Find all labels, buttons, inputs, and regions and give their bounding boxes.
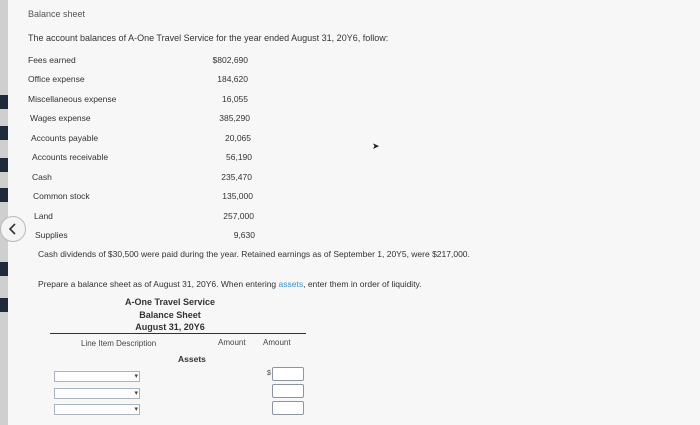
currency-symbol: $ (267, 370, 271, 377)
account-label: Accounts receivable (32, 152, 109, 162)
line-item-select[interactable] (54, 371, 140, 382)
account-label: Common stock (33, 191, 90, 201)
account-value: 385,290 (219, 113, 250, 123)
account-row (28, 74, 248, 90)
column-line-item: Line Item Description (81, 339, 157, 348)
statement-date: August 31, 20Y6 (135, 322, 205, 332)
account-row (32, 152, 252, 168)
amount-input[interactable] (272, 367, 304, 381)
strip-mark (0, 126, 8, 140)
line-item-select[interactable] (54, 388, 140, 399)
account-value: $802,690 (212, 55, 248, 65)
account-label: Cash (32, 172, 52, 182)
account-row (30, 113, 250, 129)
strip-mark (0, 188, 8, 202)
assets-section-heading: Assets (178, 354, 206, 364)
back-button[interactable] (0, 216, 26, 242)
statement-company: A-One Travel Service (124, 297, 216, 307)
account-value: 184,620 (217, 74, 248, 84)
chevron-left-icon (7, 222, 19, 236)
account-value: 257,000 (223, 211, 254, 221)
account-row (33, 191, 253, 207)
account-row (31, 133, 251, 149)
amount-input[interactable] (272, 401, 304, 415)
assets-link[interactable]: assets (278, 279, 304, 289)
caret-down-icon: ▾ (134, 406, 138, 413)
problem-intro: The account balances of A-One Travel Service for the year ended August 31, 20Y6, follow: (28, 33, 389, 43)
header-rule (50, 333, 306, 334)
account-value: 235,470 (221, 172, 252, 182)
account-label: Supplies (35, 230, 68, 240)
mouse-pointer-icon: ➤ (372, 141, 380, 151)
account-row (32, 172, 252, 188)
account-label: Wages expense (30, 113, 91, 123)
instruction-after: , enter them in order of liquidity. (303, 279, 422, 289)
account-row (28, 55, 248, 71)
statement-name: Balance Sheet (139, 310, 201, 320)
instruction-before: Prepare a balance sheet as of August 31, 20Y6. When entering (38, 279, 279, 289)
account-value: 9,630 (233, 230, 255, 240)
account-label: Accounts payable (31, 133, 99, 143)
page-title: Balance sheet (28, 9, 86, 19)
account-label: Fees earned (28, 55, 76, 65)
account-value: 135,000 (222, 191, 253, 201)
strip-mark (0, 298, 8, 312)
caret-down-icon: ▾ (134, 390, 138, 397)
amount-input[interactable] (272, 384, 304, 398)
caret-down-icon: ▾ (134, 373, 138, 380)
account-value: 56,190 (226, 152, 252, 162)
account-label: Office expense (28, 74, 85, 84)
strip-mark (0, 158, 8, 172)
account-row (34, 211, 254, 227)
dividends-note: Cash dividends of $30,500 were paid during the year. Retained earnings as of September 1, 20Y5, were $217,000. (38, 249, 470, 259)
column-amount-1: Amount (218, 338, 246, 347)
strip-mark (0, 262, 8, 276)
account-value: 20,065 (225, 133, 251, 143)
instruction-text (38, 279, 422, 289)
account-label: Miscellaneous expense (28, 94, 117, 104)
account-label: Land (34, 211, 53, 221)
column-amount-2: Amount (263, 338, 291, 347)
line-item-select[interactable] (54, 404, 140, 415)
problem-page (8, 0, 700, 425)
strip-mark (0, 95, 8, 109)
left-edge-strip (0, 0, 8, 425)
account-row (35, 230, 255, 246)
account-value: 16,055 (222, 94, 248, 104)
account-row (28, 94, 248, 110)
